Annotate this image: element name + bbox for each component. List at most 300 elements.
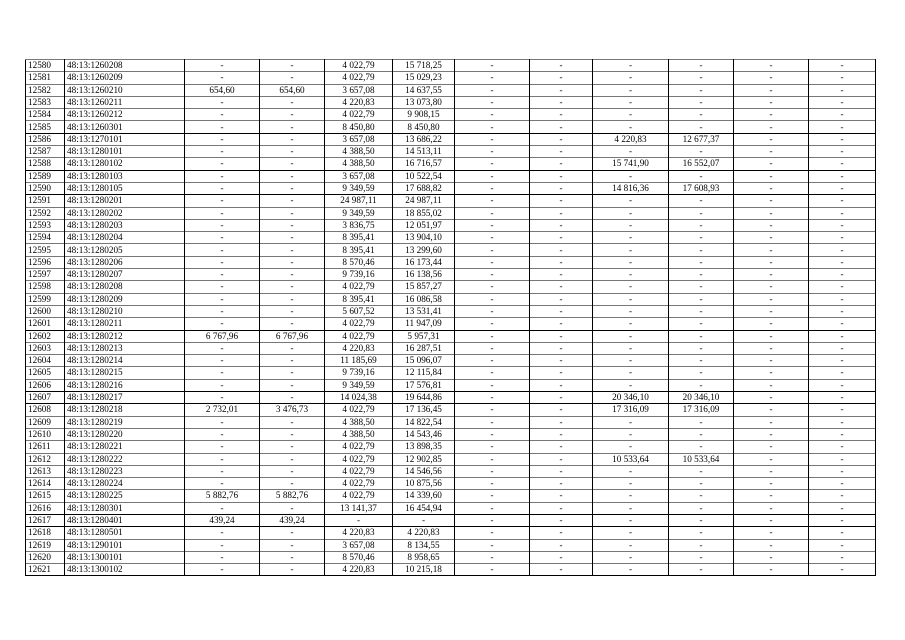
- value-cell: -: [593, 72, 669, 84]
- value-cell: 8 395,41: [325, 232, 393, 244]
- value-cell: -: [530, 72, 593, 84]
- value-cell: -: [669, 293, 734, 305]
- value-cell: 3 657,08: [325, 170, 393, 182]
- value-cell: -: [734, 146, 809, 158]
- value-cell: 8 395,41: [325, 244, 393, 256]
- value-cell: -: [530, 490, 593, 502]
- value-cell: -: [185, 355, 260, 367]
- row-number-cell: 12609: [26, 416, 65, 428]
- value-cell: -: [669, 96, 734, 108]
- row-number-cell: 12621: [26, 564, 65, 576]
- value-cell: -: [185, 367, 260, 379]
- value-cell: -: [809, 305, 876, 317]
- value-cell: -: [185, 269, 260, 281]
- value-cell: -: [593, 551, 669, 563]
- value-cell: -: [260, 453, 325, 465]
- value-cell: -: [734, 428, 809, 440]
- value-cell: -: [809, 232, 876, 244]
- value-cell: -: [185, 146, 260, 158]
- value-cell: 4 022,79: [325, 441, 393, 453]
- value-cell: -: [260, 478, 325, 490]
- cadastral-number-cell: 48:13:1300101: [65, 551, 185, 563]
- value-cell: 4 022,79: [325, 60, 393, 72]
- cadastral-number-cell: 48:13:1280210: [65, 305, 185, 317]
- value-cell: -: [455, 170, 530, 182]
- value-cell: -: [530, 551, 593, 563]
- value-cell: 15 096,07: [393, 355, 455, 367]
- row-number-cell: 12615: [26, 490, 65, 502]
- value-cell: 8 570,46: [325, 551, 393, 563]
- table-row: [26, 84, 876, 96]
- value-cell: -: [455, 478, 530, 490]
- value-cell: -: [455, 269, 530, 281]
- value-cell: 24 987,11: [393, 195, 455, 207]
- value-cell: -: [530, 207, 593, 219]
- value-cell: -: [593, 318, 669, 330]
- value-cell: -: [185, 281, 260, 293]
- value-cell: -: [325, 514, 393, 526]
- row-number-cell: 12585: [26, 121, 65, 133]
- value-cell: 5 882,76: [260, 490, 325, 502]
- table-row: [26, 133, 876, 145]
- value-cell: 4 388,50: [325, 158, 393, 170]
- row-number-cell: 12602: [26, 330, 65, 342]
- value-cell: 10 875,56: [393, 478, 455, 490]
- value-cell: -: [809, 342, 876, 354]
- value-cell: -: [734, 330, 809, 342]
- table-row: [26, 416, 876, 428]
- table-row: [26, 478, 876, 490]
- value-cell: 439,24: [185, 514, 260, 526]
- value-cell: 12 902,85: [393, 453, 455, 465]
- value-cell: 20 346,10: [593, 392, 669, 404]
- value-cell: -: [734, 293, 809, 305]
- value-cell: -: [669, 207, 734, 219]
- value-cell: -: [530, 146, 593, 158]
- value-cell: -: [185, 551, 260, 563]
- value-cell: -: [809, 404, 876, 416]
- value-cell: -: [669, 281, 734, 293]
- value-cell: 14 024,38: [325, 392, 393, 404]
- cadastral-number-cell: 48:13:1280219: [65, 416, 185, 428]
- value-cell: -: [809, 330, 876, 342]
- value-cell: -: [260, 219, 325, 231]
- value-cell: -: [593, 478, 669, 490]
- value-cell: 4 022,79: [325, 490, 393, 502]
- cadastral-number-cell: 48:13:1280202: [65, 207, 185, 219]
- value-cell: -: [260, 318, 325, 330]
- value-cell: -: [530, 441, 593, 453]
- value-cell: 6 767,96: [185, 330, 260, 342]
- value-cell: -: [455, 256, 530, 268]
- value-cell: 4 022,79: [325, 281, 393, 293]
- value-cell: -: [593, 96, 669, 108]
- value-cell: 14 513,11: [393, 146, 455, 158]
- value-cell: -: [185, 453, 260, 465]
- value-cell: -: [455, 490, 530, 502]
- value-cell: -: [185, 109, 260, 121]
- value-cell: -: [530, 281, 593, 293]
- value-cell: -: [734, 355, 809, 367]
- value-cell: -: [593, 428, 669, 440]
- value-cell: -: [593, 244, 669, 256]
- row-number-cell: 12604: [26, 355, 65, 367]
- table-row: [26, 355, 876, 367]
- value-cell: -: [530, 465, 593, 477]
- value-cell: -: [734, 551, 809, 563]
- value-cell: -: [260, 342, 325, 354]
- value-cell: -: [455, 416, 530, 428]
- value-cell: -: [593, 490, 669, 502]
- table-row: [26, 551, 876, 563]
- table-row: [26, 96, 876, 108]
- row-number-cell: 12587: [26, 146, 65, 158]
- value-cell: -: [734, 84, 809, 96]
- table-row: [26, 428, 876, 440]
- cadastral-number-cell: 48:13:1280209: [65, 293, 185, 305]
- value-cell: -: [734, 96, 809, 108]
- value-cell: -: [455, 441, 530, 453]
- value-cell: -: [455, 527, 530, 539]
- value-cell: 4 388,50: [325, 428, 393, 440]
- cadastral-number-cell: 48:13:1280401: [65, 514, 185, 526]
- value-cell: 14 637,55: [393, 84, 455, 96]
- value-cell: -: [260, 416, 325, 428]
- value-cell: 13 898,35: [393, 441, 455, 453]
- value-cell: -: [809, 478, 876, 490]
- table-row: [26, 207, 876, 219]
- value-cell: -: [593, 109, 669, 121]
- value-cell: 4 220,83: [325, 96, 393, 108]
- value-cell: -: [530, 539, 593, 551]
- value-cell: -: [809, 355, 876, 367]
- value-cell: -: [185, 527, 260, 539]
- value-cell: -: [809, 514, 876, 526]
- row-number-cell: 12581: [26, 72, 65, 84]
- value-cell: -: [809, 133, 876, 145]
- value-cell: -: [809, 416, 876, 428]
- value-cell: -: [669, 330, 734, 342]
- table-row: [26, 392, 876, 404]
- cadastral-number-cell: 48:13:1280105: [65, 182, 185, 194]
- table-row: [26, 514, 876, 526]
- value-cell: -: [734, 133, 809, 145]
- value-cell: -: [455, 551, 530, 563]
- value-cell: -: [455, 330, 530, 342]
- value-cell: -: [593, 539, 669, 551]
- value-cell: -: [669, 84, 734, 96]
- value-cell: -: [530, 404, 593, 416]
- value-cell: -: [260, 527, 325, 539]
- value-cell: -: [734, 72, 809, 84]
- row-number-cell: 12608: [26, 404, 65, 416]
- table-row: [26, 490, 876, 502]
- value-cell: 4 220,83: [325, 342, 393, 354]
- value-cell: -: [734, 392, 809, 404]
- value-cell: -: [669, 367, 734, 379]
- row-number-cell: 12599: [26, 293, 65, 305]
- table-row: [26, 527, 876, 539]
- row-number-cell: 12594: [26, 232, 65, 244]
- value-cell: -: [734, 232, 809, 244]
- row-number-cell: 12620: [26, 551, 65, 563]
- cadastral-number-cell: 48:13:1280218: [65, 404, 185, 416]
- value-cell: 12 051,97: [393, 219, 455, 231]
- value-cell: 654,60: [185, 84, 260, 96]
- cadastral-value-table: [25, 59, 876, 576]
- value-cell: 439,24: [260, 514, 325, 526]
- value-cell: -: [260, 564, 325, 576]
- value-cell: 10 215,18: [393, 564, 455, 576]
- value-cell: -: [455, 564, 530, 576]
- value-cell: -: [593, 60, 669, 72]
- value-cell: -: [593, 84, 669, 96]
- value-cell: -: [593, 269, 669, 281]
- value-cell: -: [809, 182, 876, 194]
- value-cell: -: [530, 170, 593, 182]
- value-cell: -: [809, 256, 876, 268]
- value-cell: -: [260, 158, 325, 170]
- value-cell: 4 220,83: [325, 564, 393, 576]
- value-cell: -: [809, 453, 876, 465]
- value-cell: -: [593, 441, 669, 453]
- value-cell: -: [530, 305, 593, 317]
- value-cell: -: [185, 416, 260, 428]
- value-cell: -: [593, 330, 669, 342]
- value-cell: -: [260, 244, 325, 256]
- cadastral-number-cell: 48:13:1280225: [65, 490, 185, 502]
- value-cell: -: [455, 428, 530, 440]
- value-cell: -: [185, 158, 260, 170]
- value-cell: -: [809, 367, 876, 379]
- value-cell: 24 987,11: [325, 195, 393, 207]
- table-row: [26, 404, 876, 416]
- value-cell: -: [809, 244, 876, 256]
- value-cell: -: [734, 60, 809, 72]
- cadastral-number-cell: 48:13:1280222: [65, 453, 185, 465]
- value-cell: -: [185, 121, 260, 133]
- cadastral-number-cell: 48:13:1280205: [65, 244, 185, 256]
- row-number-cell: 12589: [26, 170, 65, 182]
- value-cell: 15 718,25: [393, 60, 455, 72]
- value-cell: -: [734, 318, 809, 330]
- value-cell: -: [593, 465, 669, 477]
- value-cell: -: [734, 514, 809, 526]
- value-cell: 14 339,60: [393, 490, 455, 502]
- value-cell: -: [669, 170, 734, 182]
- value-cell: 3 657,08: [325, 539, 393, 551]
- value-cell: -: [260, 72, 325, 84]
- value-cell: -: [809, 84, 876, 96]
- value-cell: -: [260, 133, 325, 145]
- value-cell: -: [530, 527, 593, 539]
- value-cell: -: [185, 502, 260, 514]
- value-cell: -: [455, 281, 530, 293]
- value-cell: -: [530, 121, 593, 133]
- value-cell: -: [260, 170, 325, 182]
- value-cell: -: [185, 219, 260, 231]
- value-cell: -: [530, 564, 593, 576]
- table-row: [26, 293, 876, 305]
- value-cell: -: [260, 256, 325, 268]
- value-cell: -: [530, 392, 593, 404]
- value-cell: -: [593, 355, 669, 367]
- value-cell: 4 022,79: [325, 465, 393, 477]
- cadastral-number-cell: 48:13:1280102: [65, 158, 185, 170]
- value-cell: 8 958,65: [393, 551, 455, 563]
- row-number-cell: 12597: [26, 269, 65, 281]
- value-cell: 13 073,80: [393, 96, 455, 108]
- value-cell: -: [455, 121, 530, 133]
- value-cell: 4 388,50: [325, 416, 393, 428]
- value-cell: -: [669, 305, 734, 317]
- value-cell: -: [734, 121, 809, 133]
- value-cell: -: [669, 195, 734, 207]
- value-cell: -: [185, 207, 260, 219]
- value-cell: -: [530, 293, 593, 305]
- value-cell: 17 576,81: [393, 379, 455, 391]
- value-cell: 14 543,46: [393, 428, 455, 440]
- value-cell: -: [809, 490, 876, 502]
- value-cell: 4 022,79: [325, 453, 393, 465]
- cadastral-number-cell: 48:13:1280208: [65, 281, 185, 293]
- table-row: [26, 330, 876, 342]
- value-cell: -: [669, 269, 734, 281]
- table-row: [26, 244, 876, 256]
- value-cell: -: [455, 305, 530, 317]
- value-cell: 13 904,10: [393, 232, 455, 244]
- value-cell: -: [455, 207, 530, 219]
- value-cell: -: [593, 219, 669, 231]
- value-cell: -: [455, 379, 530, 391]
- value-cell: -: [185, 428, 260, 440]
- cadastral-number-cell: 48:13:1280211: [65, 318, 185, 330]
- value-cell: -: [809, 158, 876, 170]
- value-cell: -: [734, 404, 809, 416]
- value-cell: -: [530, 342, 593, 354]
- value-cell: -: [809, 109, 876, 121]
- value-cell: 10 522,54: [393, 170, 455, 182]
- value-cell: -: [734, 342, 809, 354]
- value-cell: -: [185, 182, 260, 194]
- value-cell: 14 822,54: [393, 416, 455, 428]
- value-cell: -: [809, 72, 876, 84]
- cadastral-number-cell: 48:13:1280220: [65, 428, 185, 440]
- cadastral-number-cell: 48:13:1280217: [65, 392, 185, 404]
- value-cell: -: [809, 379, 876, 391]
- row-number-cell: 12591: [26, 195, 65, 207]
- value-cell: 16 716,57: [393, 158, 455, 170]
- value-cell: -: [185, 342, 260, 354]
- row-number-cell: 12607: [26, 392, 65, 404]
- value-cell: 13 686,22: [393, 133, 455, 145]
- value-cell: -: [185, 170, 260, 182]
- value-cell: 13 299,60: [393, 244, 455, 256]
- cadastral-number-cell: 48:13:1280213: [65, 342, 185, 354]
- value-cell: -: [669, 441, 734, 453]
- table-row: [26, 318, 876, 330]
- value-cell: -: [669, 551, 734, 563]
- value-cell: -: [455, 158, 530, 170]
- value-cell: -: [669, 121, 734, 133]
- value-cell: -: [734, 453, 809, 465]
- value-cell: -: [669, 318, 734, 330]
- value-cell: -: [260, 121, 325, 133]
- value-cell: -: [455, 232, 530, 244]
- table-row: [26, 379, 876, 391]
- value-cell: -: [260, 428, 325, 440]
- value-cell: 15 857,27: [393, 281, 455, 293]
- value-cell: -: [530, 244, 593, 256]
- value-cell: 3 836,75: [325, 219, 393, 231]
- table-row: [26, 219, 876, 231]
- value-cell: -: [530, 232, 593, 244]
- value-cell: -: [530, 514, 593, 526]
- value-cell: -: [260, 109, 325, 121]
- value-cell: -: [809, 293, 876, 305]
- value-cell: -: [809, 551, 876, 563]
- table-row: [26, 564, 876, 576]
- cadastral-number-cell: 48:13:1280221: [65, 441, 185, 453]
- value-cell: -: [734, 465, 809, 477]
- value-cell: 17 136,45: [393, 404, 455, 416]
- cadastral-number-cell: 48:13:1280206: [65, 256, 185, 268]
- value-cell: -: [593, 305, 669, 317]
- value-cell: -: [809, 60, 876, 72]
- value-cell: -: [260, 367, 325, 379]
- cadastral-number-cell: 48:13:1290101: [65, 539, 185, 551]
- value-cell: -: [530, 96, 593, 108]
- value-cell: -: [530, 219, 593, 231]
- cadastral-number-cell: 48:13:1280501: [65, 527, 185, 539]
- row-number-cell: 12616: [26, 502, 65, 514]
- table-row: [26, 502, 876, 514]
- value-cell: -: [809, 207, 876, 219]
- row-number-cell: 12618: [26, 527, 65, 539]
- value-cell: -: [455, 182, 530, 194]
- value-cell: -: [809, 527, 876, 539]
- row-number-cell: 12614: [26, 478, 65, 490]
- value-cell: -: [455, 342, 530, 354]
- value-cell: -: [260, 502, 325, 514]
- value-cell: -: [530, 84, 593, 96]
- value-cell: -: [734, 441, 809, 453]
- value-cell: -: [734, 269, 809, 281]
- value-cell: -: [669, 539, 734, 551]
- value-cell: -: [809, 539, 876, 551]
- value-cell: -: [734, 281, 809, 293]
- value-cell: -: [260, 465, 325, 477]
- value-cell: -: [669, 527, 734, 539]
- value-cell: -: [669, 490, 734, 502]
- value-cell: -: [530, 133, 593, 145]
- value-cell: -: [734, 219, 809, 231]
- value-cell: -: [809, 281, 876, 293]
- value-cell: -: [669, 342, 734, 354]
- row-number-cell: 12595: [26, 244, 65, 256]
- cadastral-number-cell: 48:13:1280215: [65, 367, 185, 379]
- value-cell: -: [669, 478, 734, 490]
- value-cell: -: [185, 195, 260, 207]
- value-cell: -: [593, 170, 669, 182]
- value-cell: 16 287,51: [393, 342, 455, 354]
- value-cell: -: [593, 514, 669, 526]
- value-cell: 10 533,64: [669, 453, 734, 465]
- value-cell: 12 115,84: [393, 367, 455, 379]
- cadastral-number-cell: 48:13:1260211: [65, 96, 185, 108]
- value-cell: 17 316,09: [669, 404, 734, 416]
- value-cell: -: [734, 490, 809, 502]
